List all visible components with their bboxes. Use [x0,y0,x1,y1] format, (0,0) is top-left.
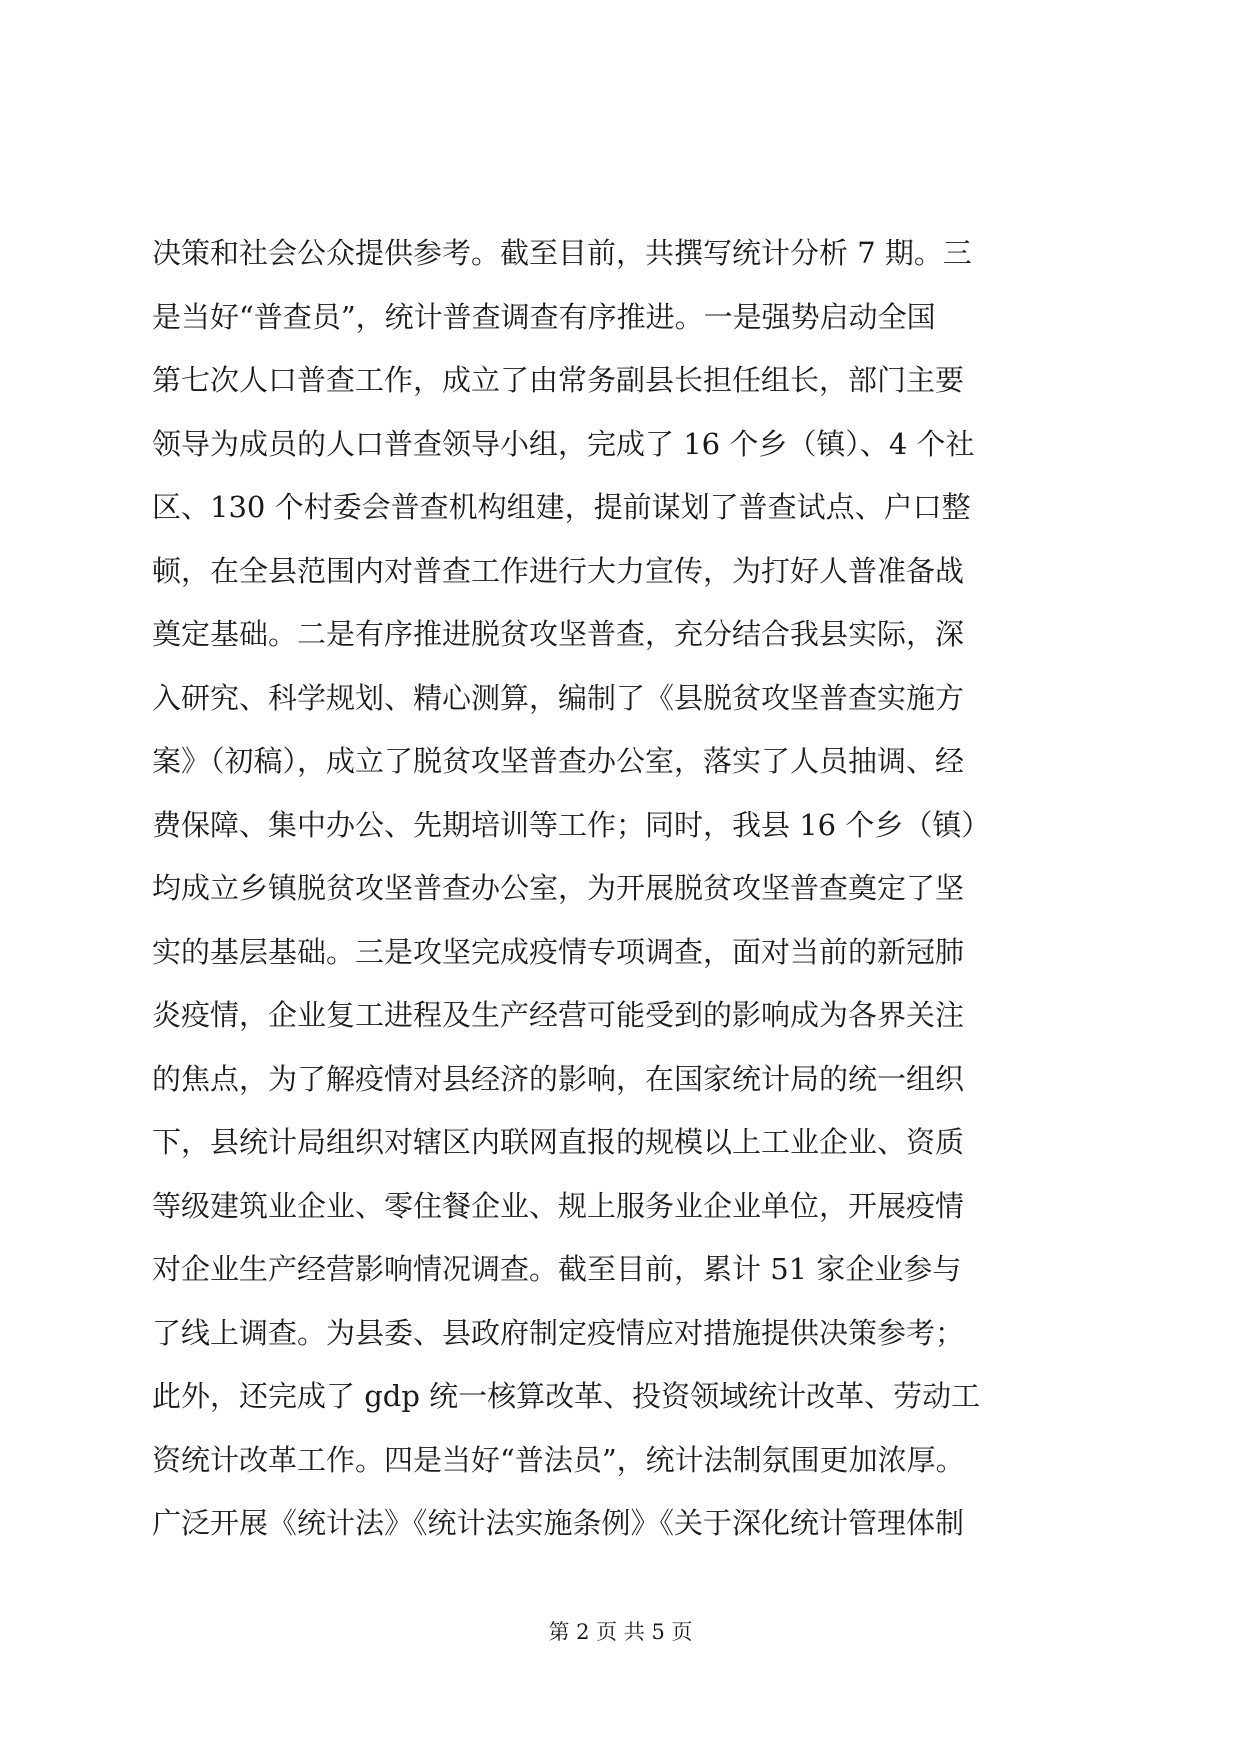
page-footer: 第 2 页 共 5 页 [548,1620,693,1644]
text-line: 费保障、集中办公、先期培训等工作；同时，我县 16 个乡（镇） [152,807,991,842]
text-line: 此外，还完成了 gdp 统一核算改革、投资领域统计改革、劳动工 [152,1379,981,1413]
text-line: 奠定基础。二是有序推进脱贫攻坚普查，充分结合我县实际，深 [152,617,965,651]
text-line: 区、130 个村委会普查机构组建，提前谋划了普查试点、户口整 [152,490,971,524]
body-text [152,222,1092,1556]
text-line: 资统计改革工作。四是当好“普法员”，统计法制氛围更加浓厚。 [152,1442,965,1477]
text-line: 下，县统计局组织对辖区内联网直报的规模以上工业企业、资质 [152,1125,965,1159]
text-line: 顿，在全县范围内对普查工作进行大力宣传，为打好人普准备战 [152,553,965,588]
text-line: 均成立乡镇脱贫攻坚普查办公室，为开展脱贫攻坚普查奠定了坚 [152,871,965,905]
text-line: 决策和社会公众提供参考。截至目前，共撰写统计分析 7 期。三 [152,236,972,270]
text-line: 的焦点，为了解疫情对县经济的影响，在国家统计局的统一组织 [152,1061,965,1096]
text-line: 炎疫情，企业复工进程及生产经营可能受到的影响成为各界关注 [152,998,965,1032]
text-line: 案》（初稿），成立了脱贫攻坚普查办公室，落实了人员抽调、经 [152,744,965,778]
text-line: 对企业生产经营影响情况调查。截至目前，累计 51 家企业参与 [152,1252,962,1286]
text-line: 了线上调查。为县委、县政府制定疫情应对措施提供决策参考； [152,1315,965,1350]
text-line: 实的基层基础。三是攻坚完成疫情专项调查，面对当前的新冠肺 [152,934,965,969]
text-line: 是当好“普查员”，统计普查调查有序推进。一是强势启动全国 [152,299,936,334]
text-line: 广泛开展《统计法》《统计法实施条例》《关于深化统计管理体制 [152,1506,965,1540]
text-line: 入研究、科学规划、精心测算，编制了《县脱贫攻坚普查实施方 [152,680,965,715]
text-line: 领导为成员的人口普查领导小组，完成了 16 个乡（镇）、4 个社 [152,426,975,461]
text-line: 第七次人口普查工作，成立了由常务副县长担任组长，部门主要 [152,363,965,397]
text-line: 等级建筑业企业、零住餐企业、规上服务业企业单位，开展疫情 [152,1188,965,1223]
